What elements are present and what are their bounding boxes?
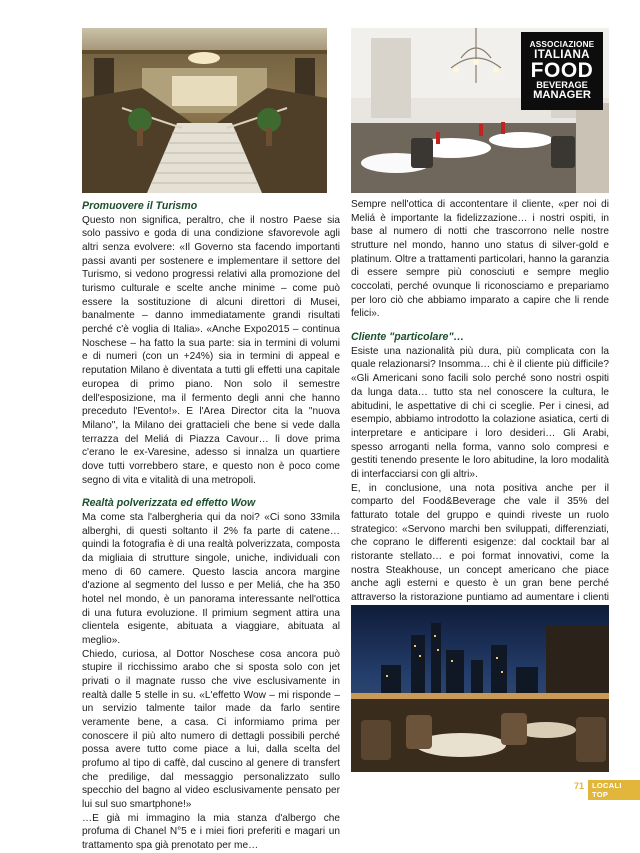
paragraph-turismo: Questo non significa, peraltro, che il nostro Paese sia solo passivo e goda di una condizione sfavorevole agli altri senza evolvere: «Il Governo sta facendo importanti passi avanti per sostenere e implementare il settore del Turismo, si vedono progressi relativi alla promozione del turismo culturale e scelte anche minime – come può essere la sostituzione di alcuni direttori di Musei, banalmente – danno immediatamente grandi risultati perché c'è voglia di Italia». «Anche Expo2015 – continua Noschese – ha fatto la sua parte: sia in termini di volumi e di numeri (con un +24%) sia in termini di appeal e reputation Milano è diventata a tutti gli effetti una capitale europea di primo piano. Non solo il semestre dell'esposizione, ma il fermento degli anni che hanno preceduto l'Evento!». E l'Area Director cita la "nuova Milano", la Milano dei grattacieli che bene si vede dalla terrazza del Meliá di Piazza Cavour… lì dove prima c'erano le ex-Varesine, adesso si innalza un quartiere dove tutti vorrebbero stare, e questo non è poco come segno di vita e vitalità di una metropoli. [82,214,340,486]
page-number: 71 [574,781,585,791]
paragraph-realta-1: Ma come sta l'albergheria qui da noi? «Ci sono 33mila alberghi, di questi soltanto il 2% fa parte di catene… quindi la fotografia è di una realtà polverizzata, composta da migliaia di strutture singole, uniche, individuali con meno di 60 camere. Questo lascia ancora margine d'azione al segmento del lusso e per Meliá, che ha 350 hotel nel mondo, è un panorama interessante nell'ottica di una futura evoluzione. Il primium segment attira una clientela esigente, abituata a viaggiare, abituata al meglio». [82,511,340,647]
section-heading-turismo: Promuovere il Turismo [82,200,198,212]
paragraph-realta-3: …E già mi immagino la mia stanza d'albergo che profuma di Chanel N°5 e i miei fiori preferiti e magari un trattamento spa già prenotato per me… [82,812,340,852]
logo-line-4: BEVERAGE [536,79,588,90]
article-left-column [82,200,340,853]
logo-line-1: ASSOCIAZIONE [529,39,595,49]
hotel-lobby-photo [82,28,327,193]
paragraph-cliente-2: E, in conclusione, una nota positiva anche per il comparto del Food&Beverage che vale il 35% del fatturato totale del gruppo e quindi riveste un ruolo strategico: «Servono marchi ben sviluppati, differenziati, che coprano le differenti esigenze: dal cocktail bar al ristorante stellato… e poi format innovativi, come la nostra Steakhouse, un concept americano che piace anche agli esterni e questo è un gran bene perché attraverso la ristorazione puntiamo ad aumentare i clienti [351,482,609,603]
logo-line-2: ITALIANA [534,48,590,62]
terrace-night-photo [351,605,609,772]
article-right-column [351,198,609,673]
paragraph-fidelizzazione: Sempre nell'ottica di accontentare il cliente, «per noi di Meliá è importante la fidelizzazione… i nostri ospiti, in base al numero di notti che trascorrono nelle nostre strutture nel mondo, hanno uno status di silver-gold e platinum. Oltre a trattamenti particolari, hanno la garanzia di essere sempre più conosciuti e sempre meglio coccolati, perché ovunque li riconosciamo e prepariamo per loro ciò che abbiamo imparato a capire che li rende felici». [351,199,609,320]
section-heading-cliente: Cliente "particolare"… [351,331,465,344]
section-heading-realta: Realtà polverizzata ed effetto Wow [82,497,256,510]
paragraph-cliente-1: Esiste una nazionalità più dura, più complicata con la quale relazionarsi? Insomma… chi è il cliente più difficile? «Gli Americani sono facili solo perché sono nostri ospiti da lunga data… tutto sta nel conoscere la cultura, le abitudini, le aspettative di chi ci sceglie. Per i cinesi, ad esempio, abbiamo introdotto la colazione asiatica, certi di interpretare e anticipare i loro desideri… Gli Arabi, spesso arroganti nella forma, vanno solo compresi e gestiti tenendo presente le loro abitudine, la loro modalità di interfacciarsi con gli altri». [351,345,609,480]
association-logo [521,32,603,110]
logo-line-5: MANAGER [533,88,591,101]
section-label: LOCALI TOP [588,780,640,800]
logo-line-3: FOOD [530,58,594,82]
paragraph-realta-2: Chiedo, curiosa, al Dottor Noschese cosa ancora può stupire il ricchissimo arabo che si sposta solo con jet privati o il magnate russo che vive esclusivamente in realtà dalle 5 stelle in su. «L'effetto Wow – mi risponde – un servizio talmente tailor made da farlo sentire veramente bene, a casa. Ci informiamo prima per conoscere il più alto numero di dettagli possibili perché possa avere tutto come piace a lui, dalla scelta del profumo al tipo di caffè, dal cuscino al genere di transfert che predilige, dal messaggio personalizzato sullo specchio del bagno al video esclusivamente pensato per lui sul suo smartphone!» [82,648,340,811]
